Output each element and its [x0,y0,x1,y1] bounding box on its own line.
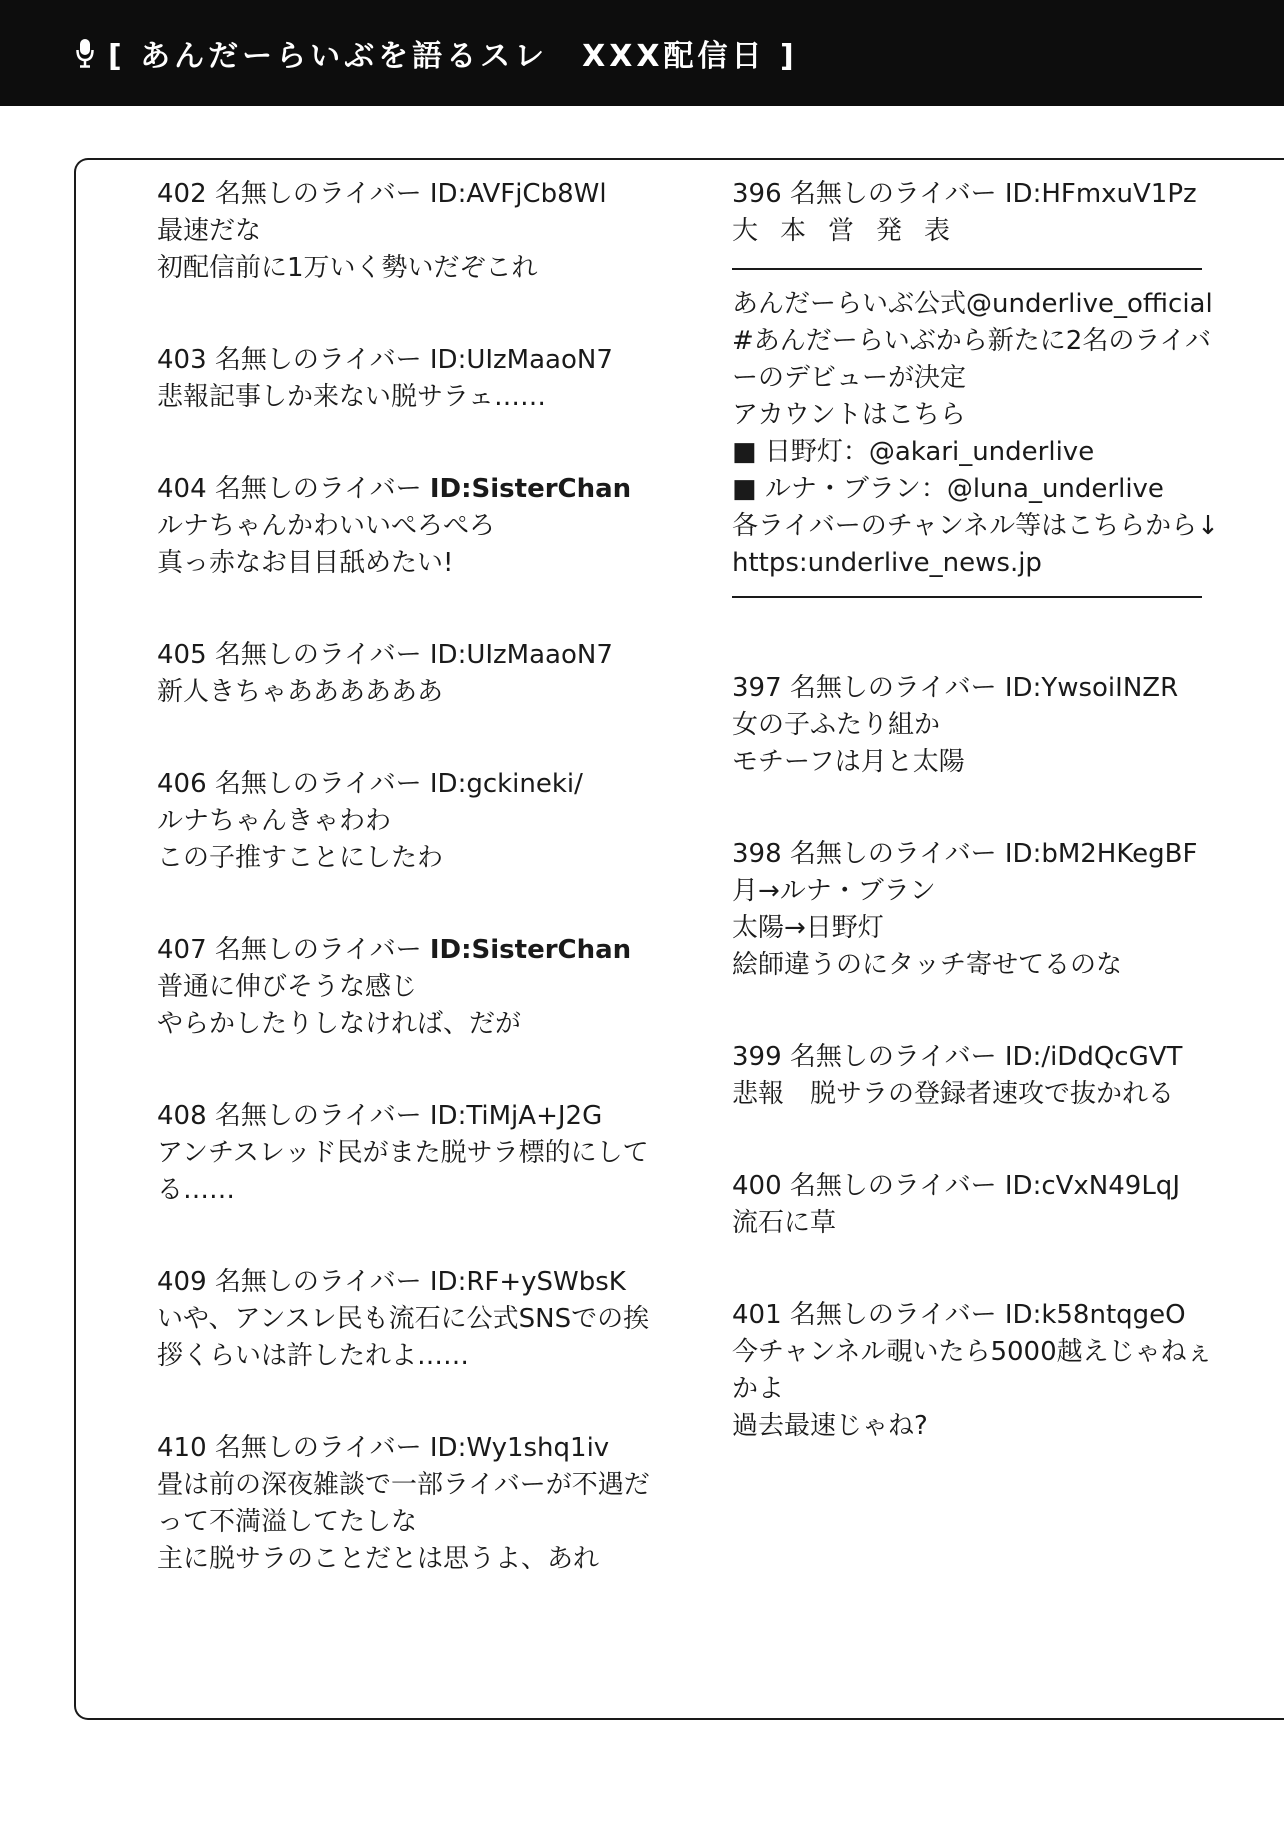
post-line: やらかしたりしなければ、だが [157,1009,522,1039]
poster-name: 名無しのライバー [214,769,422,799]
poster-id: ID:AVFjCb8Wl [429,179,607,209]
poster-id: ID:HFmxuV1Pz [1004,179,1197,209]
post-header [157,342,627,379]
post-line: 真っ赤なお目目舐めたい! [157,548,454,578]
announcement-line: あんだーらいぶ公式@underlive_official [732,289,1213,319]
post-line: 月→ルナ・ブラン [732,876,936,906]
post-number: 403 [157,345,207,375]
post-header [732,1039,1212,1076]
thread-title: [ あんだーらいぶを語るスレ XXX配信日 ] [108,39,798,74]
post-header [157,766,627,803]
post-header [157,1264,627,1301]
post-header [157,932,632,969]
poster-name: 名無しのライバー [789,179,997,209]
poster-id: ID:Wy1shq1iv [429,1433,610,1463]
post-line: この子推すことにしたわ [157,843,444,873]
post-number: 408 [157,1101,207,1131]
announcement-line: 各ライバーのチャンネル等はこちらから↓ [732,511,1219,541]
post [732,1039,1212,1113]
post-line: 絵師違うのにタッチ寄せてるのな [732,950,1123,980]
post-line: 大本営発表 [732,216,973,246]
post-header [157,471,632,508]
post [157,471,632,582]
post-line: かよ [732,1374,785,1404]
poster-name: 名無しのライバー [214,474,422,504]
post-number: 410 [157,1433,207,1463]
poster-id: ID:SisterChan [429,474,632,504]
post-line: モチーフは月と太陽 [732,747,965,777]
post [732,1297,1212,1445]
poster-name: 名無しのライバー [789,1171,997,1201]
poster-name: 名無しのライバー [214,640,422,670]
post-line: 女の子ふたり組か [732,710,941,740]
post [732,1168,1212,1242]
poster-name: 名無しのライバー [789,1042,997,1072]
post [732,670,1212,781]
poster-id: ID:gckineki/ [429,769,583,799]
poster-name: 名無しのライバー [789,673,997,703]
post-line: ルナちゃんきゃわわ [157,806,392,836]
post-line: アンチスレッド民がまた脱サラ標的にして [157,1138,649,1168]
post-line: 過去最速じゃね? [732,1411,928,1441]
poster-id: ID:cVxN49LqJ [1004,1171,1180,1201]
poster-name: 名無しのライバー [214,345,422,375]
post-line: ルナちゃんかわいいぺろぺろ [157,511,496,541]
post-number: 405 [157,640,207,670]
post-line: 悲報 脱サラの登録者速攻で抜かれる [732,1079,1175,1109]
poster-id: ID:/iDdQcGVT [1004,1042,1183,1072]
post-header [157,637,627,674]
official-announcement-quote [732,268,1219,598]
poster-id: ID:YwsoiINZR [1004,673,1179,703]
post-header [732,670,1212,707]
post-header [732,176,1212,213]
post-number: 399 [732,1042,782,1072]
post-line: 今チャンネル覗いたら5000越えじゃねぇ [732,1337,1213,1367]
post-header [157,176,627,213]
post [732,836,1212,984]
microphone-icon [72,33,98,73]
post [157,342,627,416]
post [157,1098,649,1209]
post-header [732,1297,1212,1334]
post-line: 悲報記事しか来ない脱サラェ…… [157,382,546,412]
poster-name: 名無しのライバー [214,179,422,209]
post-header [732,836,1212,873]
post [157,1264,650,1375]
post [157,932,632,1043]
post-number: 404 [157,474,207,504]
post-number: 396 [732,179,782,209]
post [732,176,1212,250]
poster-id: ID:SisterChan [429,935,632,965]
right-column [732,176,1219,1445]
post-line: 拶くらいは許したれよ…… [157,1341,470,1371]
poster-name: 名無しのライバー [214,935,422,965]
page-header [0,0,1284,106]
post-line: 流石に草 [732,1208,837,1238]
post-line: 普通に伸びそうな感じ [157,972,418,1002]
post [157,637,627,711]
post-number: 400 [732,1171,782,1201]
announcement-line: https:underlive_news.jp [732,548,1042,578]
post-number: 407 [157,935,207,965]
poster-id: ID:UIzMaaoN7 [429,640,613,670]
poster-id: ID:TiMjA+J2G [429,1101,603,1131]
post-number: 402 [157,179,207,209]
post-line: 太陽→日野灯 [732,913,884,943]
announcement-line: ■ 日野灯：@akari_underlive [732,437,1095,467]
post [157,1430,650,1578]
post [157,766,627,877]
post-line: 初配信前に1万いく勢いだぞこれ [157,253,538,283]
announcement-line: #あんだーらいぶから新たに2名のライバ [732,326,1212,356]
poster-id: ID:RF+ySWbsK [429,1267,626,1297]
post-line: 最速だな [157,216,262,246]
post-line: 新人きちゃああああああ [157,677,444,707]
poster-name: 名無しのライバー [789,1300,997,1330]
post-header [157,1098,627,1135]
announcement-line: ーのデビューが決定 [732,363,967,393]
post-number: 401 [732,1300,782,1330]
announcement-line: アカウントはこちら [732,400,966,430]
post-header [157,1430,627,1467]
poster-id: ID:k58ntqgeO [1004,1300,1186,1330]
post-line: 主に脱サラのことだとは思うよ、あれ [157,1544,600,1574]
poster-name: 名無しのライバー [214,1433,422,1463]
post-number: 409 [157,1267,207,1297]
post-line: って不満溢してたしな [157,1507,418,1537]
post-number: 406 [157,769,207,799]
left-column [157,176,650,1578]
post-number: 397 [732,673,782,703]
poster-name: 名無しのライバー [214,1101,422,1131]
post-header [732,1168,1212,1205]
poster-id: ID:bM2HKegBF [1004,839,1198,869]
post-line: いや、アンスレ民も流石に公式SNSでの挨 [157,1304,650,1334]
post-line: 畳は前の深夜雑談で一部ライバーが不遇だ [157,1470,650,1500]
poster-name: 名無しのライバー [214,1267,422,1297]
announcement-line: ■ ルナ・ブラン：@luna_underlive [732,474,1164,504]
poster-id: ID:UIzMaaoN7 [429,345,613,375]
post-number: 398 [732,839,782,869]
poster-name: 名無しのライバー [789,839,997,869]
post-line: る…… [157,1175,236,1205]
post [157,176,627,287]
